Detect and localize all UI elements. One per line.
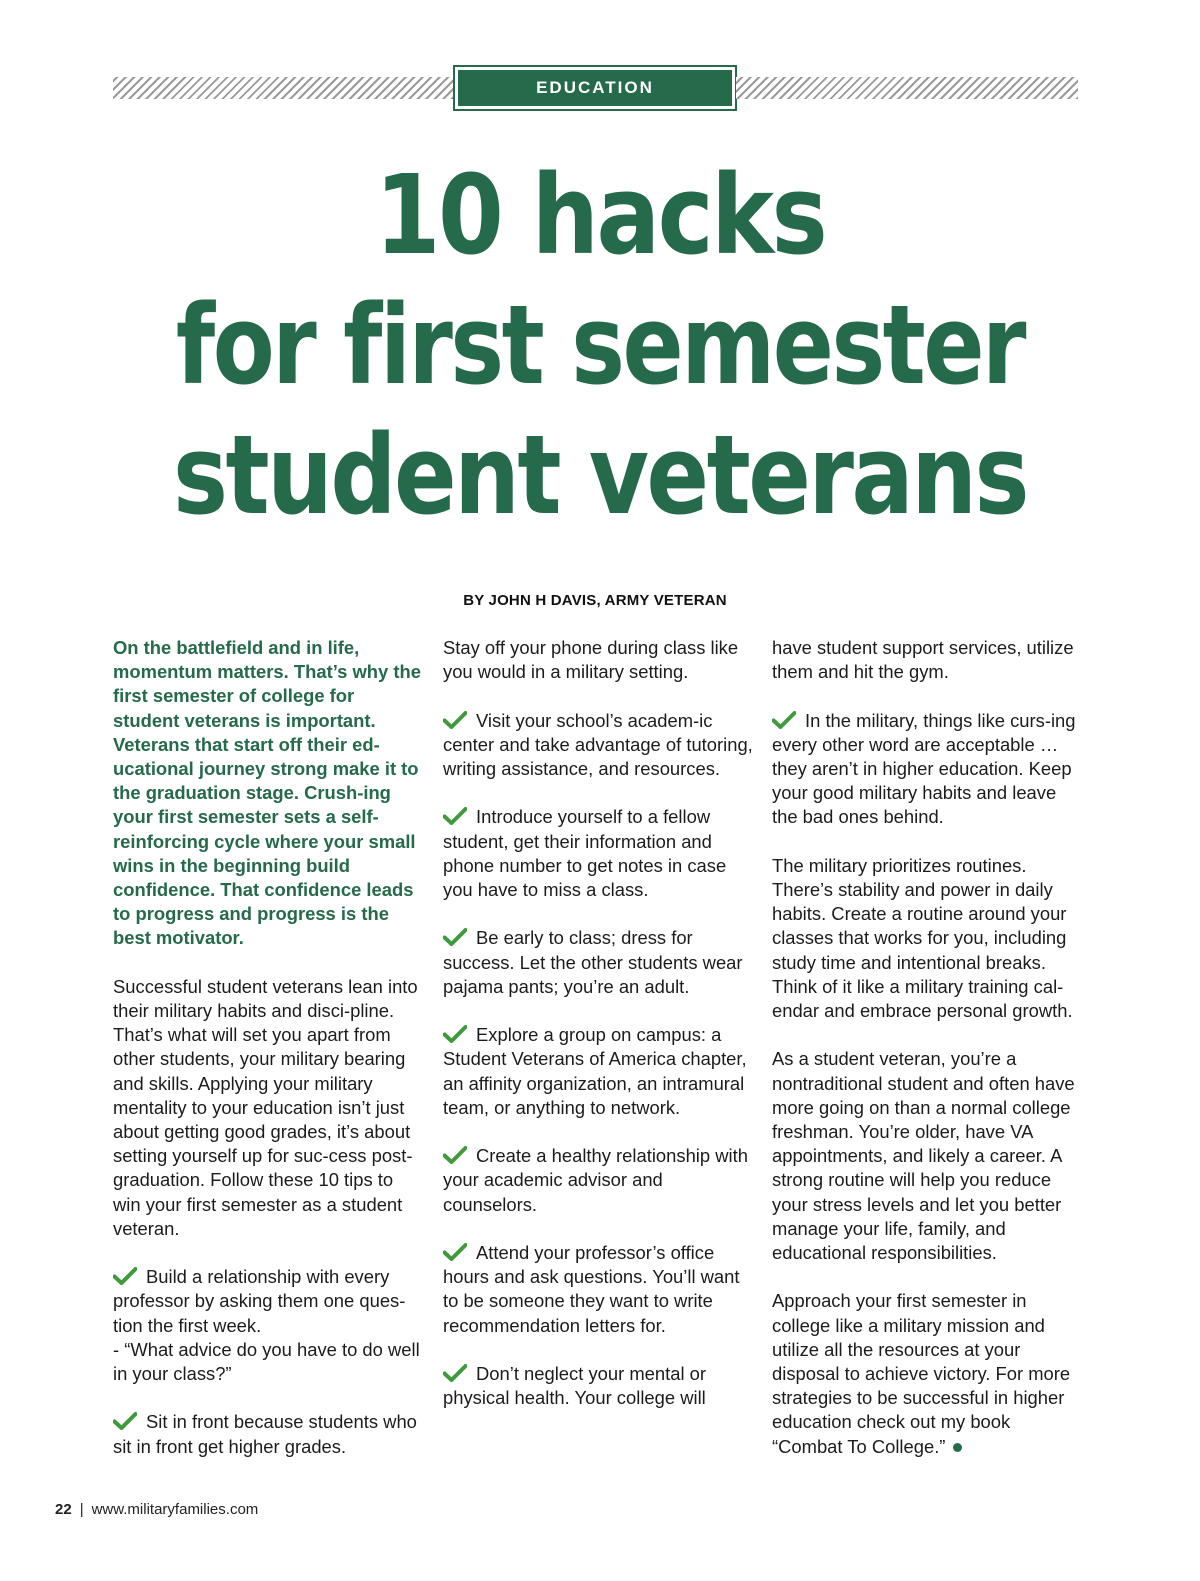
tip-text: In the military, things like curs-ing every other word are acceptable … they aren’t in higher education. Keep your good military habits and leave the bad ones behind. [772, 709, 1076, 828]
body-paragraph: Successful student veterans lean into their military habits and disci-pline. That’s what will set you apart from other students, your military bearing and skills. Applying your military mentality to your education isn’t just about getting good grades, it’s about setting yourself up for suc-cess post-graduation. Follow these 10 tips to win your first semester as a student veteran. [113, 975, 418, 1239]
intro-paragraph: On the battlefield and in life, momentum matters. That’s why the first semester of college for student veterans is important. Veterans that start off their ed-ucational journey strong make it to the graduation stage. Crush-ing your first semester sets a self-reinforcing cycle where your small wins in the beginning build confidence. That confidence leads to progress and progress is the best motivator. [113, 637, 421, 949]
tip-item [443, 1362, 755, 1410]
tip-item [443, 1144, 755, 1217]
hatch-rule-left [113, 77, 453, 99]
page-footer [55, 1501, 258, 1518]
headline-line-2: for first semester [175, 281, 1025, 409]
checkmark-icon [113, 1412, 137, 1430]
tip-item [443, 926, 755, 999]
column-3 [772, 636, 1084, 1483]
section-tag [453, 65, 737, 111]
end-dot-icon [953, 1443, 962, 1452]
checkmark-icon [443, 1146, 467, 1164]
section-header [113, 65, 1078, 111]
tip-text: Be early to class; dress for success. Let the other students wear pajama pants; you’re an adult. [443, 927, 743, 997]
page-number: 22 [55, 1501, 72, 1518]
tip-item [443, 1241, 755, 1338]
article-headline [0, 150, 1200, 540]
tip-text: Visit your school’s academ-ic center and take advantage of tutoring, writing assistance, and resources. [443, 709, 753, 779]
tip-item [113, 1410, 425, 1458]
body-paragraph: As a student veteran, you’re a nontraditional student and often have more going on than a normal college freshman. You’re older, have VA appointments, and likely a career. A strong routine will help you reduce your stress levels and let you better manage your life, family, and educational responsibilities. [772, 1048, 1075, 1264]
checkmark-icon [443, 807, 467, 825]
byline: BY JOHN H DAVIS, ARMY VETERAN [463, 592, 727, 609]
tip-text: Build a relationship with every professor by asking them one ques-tion the first week. [113, 1266, 406, 1336]
tip-text: Introduce yourself to a fellow student, get their information and phone number to get notes in case you have to miss a class. [443, 806, 727, 900]
headline-line-3: student veterans [172, 411, 1027, 539]
footer-url[interactable]: www.militaryfamilies.com [91, 1501, 259, 1518]
checkmark-icon [772, 711, 796, 729]
column-1 [113, 636, 425, 1483]
section-label: EDUCATION [458, 70, 732, 106]
tip-continuation: have student support services, utilize them and hit the gym. [772, 637, 1074, 683]
footer-separator: | [79, 1501, 84, 1518]
checkmark-icon [443, 711, 467, 729]
checkmark-icon [443, 1243, 467, 1261]
closing-text: Approach your first semester in college like a military mission and utilize all the resources at your disposal to achieve victory. For more strategies to be successful in higher education check out my book “Combat To College.” [772, 1290, 1071, 1457]
tip-continuation: Stay off your phone during class like you would in a military setting. [443, 637, 739, 683]
body-paragraph: The military prioritizes routines. There’s stability and power in daily habits. Create a routine around your classes that works for you, including study time and intentional breaks. Think of it like a military training cal-endar and embrace personal growth. [772, 854, 1073, 1022]
hatch-rule-right [736, 77, 1078, 99]
tip-quote: - “What advice do you have to do well in your class?” [113, 1338, 420, 1385]
checkmark-icon [113, 1267, 137, 1285]
checkmark-icon [443, 928, 467, 946]
tip-text: Sit in front because students who sit in front get higher grades. [113, 1411, 417, 1457]
tip-item [443, 1023, 755, 1120]
tip-text: Don’t neglect your mental or physical health. Your college will [443, 1362, 706, 1409]
tip-item [443, 805, 755, 902]
headline-line-1: 10 hacks [374, 151, 826, 279]
column-2 [443, 636, 755, 1435]
tip-text: Attend your professor’s office hours and ask questions. You’ll want to be someone they want to write recommendation letters for. [443, 1241, 740, 1336]
checkmark-icon [443, 1364, 467, 1382]
checkmark-icon [443, 1025, 467, 1043]
tip-item [443, 709, 755, 782]
tip-text: Create a healthy relationship with your academic advisor and counselors. [443, 1145, 748, 1215]
tip-text: Explore a group on campus: a Student Veterans of America chapter, an affinity organization, an intramural team, or anything to network. [443, 1024, 747, 1118]
closing-paragraph [772, 1289, 1084, 1458]
tip-item [113, 1265, 425, 1386]
tip-item [772, 709, 1084, 830]
